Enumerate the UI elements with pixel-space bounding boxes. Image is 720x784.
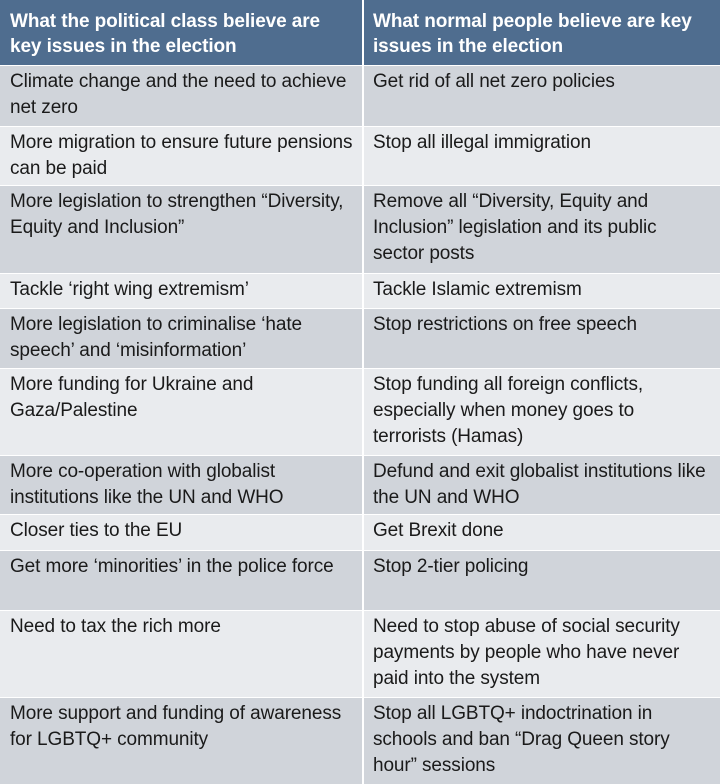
normal-people-issue: Stop all LGBTQ+ indoctrination in schools and ban “Drag Queen story hour” sessions [364,698,720,784]
normal-people-issue: Stop 2-tier policing [364,551,720,610]
table-row [0,274,720,309]
table-row [0,611,720,698]
table-row [0,309,720,369]
header-political-class: What the political class believe are key issues in the election [0,0,364,65]
table-row [0,551,720,611]
table-row [0,698,720,784]
table-row [0,515,720,551]
political-class-issue: More migration to ensure future pensions can be paid [0,127,364,185]
political-class-issue: More funding for Ukraine and Gaza/Palestine [0,369,364,455]
header-normal-people: What normal people believe are key issues in the election [364,0,720,65]
political-class-issue: Tackle ‘right wing extremism’ [0,274,364,308]
table-row [0,369,720,456]
political-class-issue: More legislation to criminalise ‘hate speech’ and ‘misinformation’ [0,309,364,368]
normal-people-issue: Get Brexit done [364,515,720,550]
political-class-issue: More support and funding of awareness for LGBTQ+ community [0,698,364,784]
table-header-row [0,0,720,66]
normal-people-issue: Get rid of all net zero policies [364,66,720,126]
table-row [0,456,720,515]
normal-people-issue: Stop all illegal immigration [364,127,720,185]
political-class-issue: More legislation to strengthen “Diversity, Equity and Inclusion” [0,186,364,273]
normal-people-issue: Defund and exit globalist institutions like the UN and WHO [364,456,720,514]
normal-people-issue: Tackle Islamic extremism [364,274,720,308]
political-class-issue: Climate change and the need to achieve net zero [0,66,364,126]
political-class-issue: Need to tax the rich more [0,611,364,697]
table-row [0,66,720,127]
normal-people-issue: Stop restrictions on free speech [364,309,720,368]
political-class-issue: Closer ties to the EU [0,515,364,550]
political-class-issue: More co-operation with globalist institutions like the UN and WHO [0,456,364,514]
normal-people-issue: Remove all “Diversity, Equity and Inclusion” legislation and its public sector posts [364,186,720,273]
political-class-issue: Get more ‘minorities’ in the police force [0,551,364,610]
table-row [0,127,720,186]
normal-people-issue: Stop funding all foreign conflicts, especially when money goes to terrorists (Hamas) [364,369,720,455]
normal-people-issue: Need to stop abuse of social security payments by people who have never paid into the system [364,611,720,697]
table-row [0,186,720,274]
